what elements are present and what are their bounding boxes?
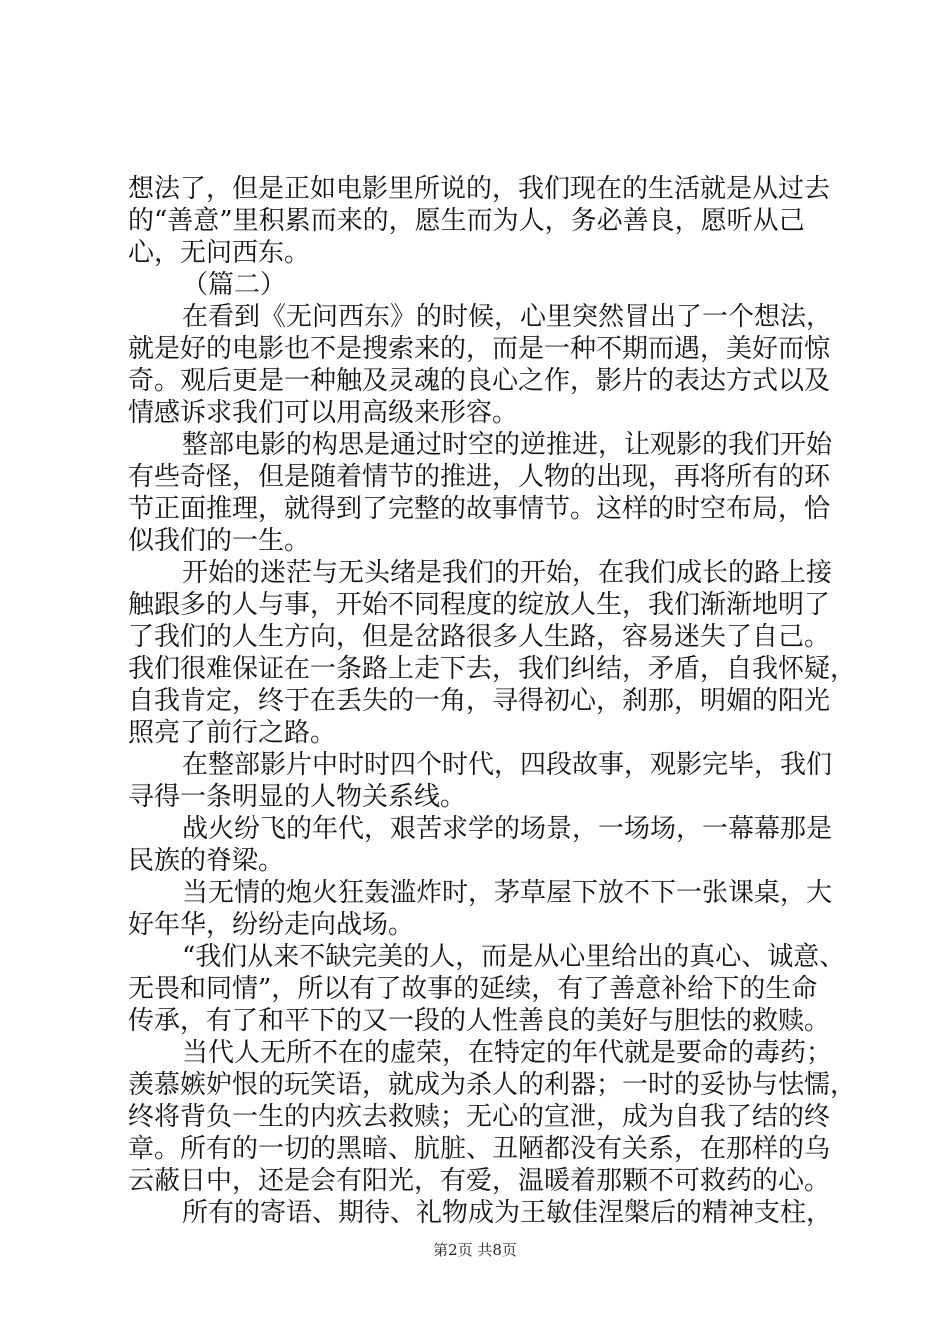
text-line: 终将背负一生的内疚去救赎；无心的宣泄，成为自我了结的终: [128, 1102, 831, 1132]
text-line: 传承，有了和平下的又一段的人性善良的美好与胆怯的救赎。: [128, 1006, 831, 1036]
text-line: 无畏和同情”，所以有了故事的延续，有了善意补给下的生命: [128, 974, 818, 1004]
paragraph-first-line: 整部电影的构思是通过时空的逆推进，让观影的我们开始: [182, 430, 833, 460]
text-line: 寻得一条明显的人物关系线。: [128, 782, 467, 812]
text-line: 章。所有的一切的黑暗、肮脏、丑陋都没有关系，在那样的乌: [128, 1134, 831, 1164]
text-line: 就是好的电影也不是搜索来的，而是一种不期而遇，美好而惊: [128, 334, 831, 364]
text-line: 似我们的一生。: [128, 526, 311, 556]
text-line: 有些奇怪，但是随着情节的推进，人物的出现，再将所有的环: [128, 462, 831, 492]
text-line: 民族的脊梁。: [128, 846, 285, 876]
section-heading: （篇二）: [182, 270, 287, 300]
paragraph-first-line: 所有的寄语、期待、礼物成为王敏佳涅槃后的精神支柱，: [182, 1198, 833, 1228]
text-line: 触跟多的人与事，开始不同程度的绽放人生，我们渐渐地明了: [128, 590, 831, 620]
text-line: 情感诉求我们可以用高级来形容。: [128, 398, 519, 428]
paragraph-first-line: 在看到《无问西东》的时候，心里突然冒出了一个想法，: [182, 302, 833, 332]
page-number-footer: 第2页 共8页: [433, 1241, 517, 1259]
text-line: 云蔽日中，还是会有阳光，有爱，温暖着那颗不可救药的心。: [128, 1166, 831, 1196]
text-line: 奇。观后更是一种触及灵魂的良心之作，影片的表达方式以及: [128, 366, 831, 396]
text-line: 好年华，纷纷走向战场。: [128, 910, 415, 940]
text-line: 心，无问西东。: [128, 238, 311, 268]
paragraph-first-line: 开始的迷茫与无头绪是我们的开始，在我们成长的路上接: [182, 558, 833, 588]
text-line: 羡慕嫉妒恨的玩笑语，就成为杀人的利器；一时的妥协与怯懦，: [128, 1070, 857, 1100]
text-line: 照亮了前行之路。: [128, 718, 337, 748]
text-line: 自我肯定，终于在丢失的一角，寻得初心，刹那，明媚的阳光: [128, 686, 831, 716]
text-line: 想法了，但是正如电影里所说的，我们现在的生活就是从过去: [128, 174, 831, 204]
paragraph-first-line: 当代人无所不在的虚荣，在特定的年代就是要命的毒药；: [182, 1038, 833, 1068]
text-line: 了我们的人生方向，但是岔路很多人生路，容易迷失了自己。: [128, 622, 831, 652]
paragraph-first-line: 在整部影片中时时四个时代，四段故事，观影完毕，我们: [182, 750, 833, 780]
paragraph-first-line: 战火纷飞的年代，艰苦求学的场景，一场场，一幕幕那是: [182, 814, 833, 844]
paragraph-first-line: “我们从来不缺完美的人，而是从心里给出的真心、诚意、: [182, 942, 846, 972]
text-line: 的“善意”里积累而来的，愿生而为人，务必善良，愿听从己: [128, 206, 805, 236]
text-line: 节正面推理，就得到了完整的故事情节。这样的时空布局，恰: [128, 494, 831, 524]
text-line: 我们很难保证在一条路上走下去，我们纠结，矛盾，自我怀疑，: [128, 654, 857, 684]
paragraph-first-line: 当无情的炮火狂轰滥炸时，茅草屋下放不下一张课桌，大: [182, 878, 833, 908]
